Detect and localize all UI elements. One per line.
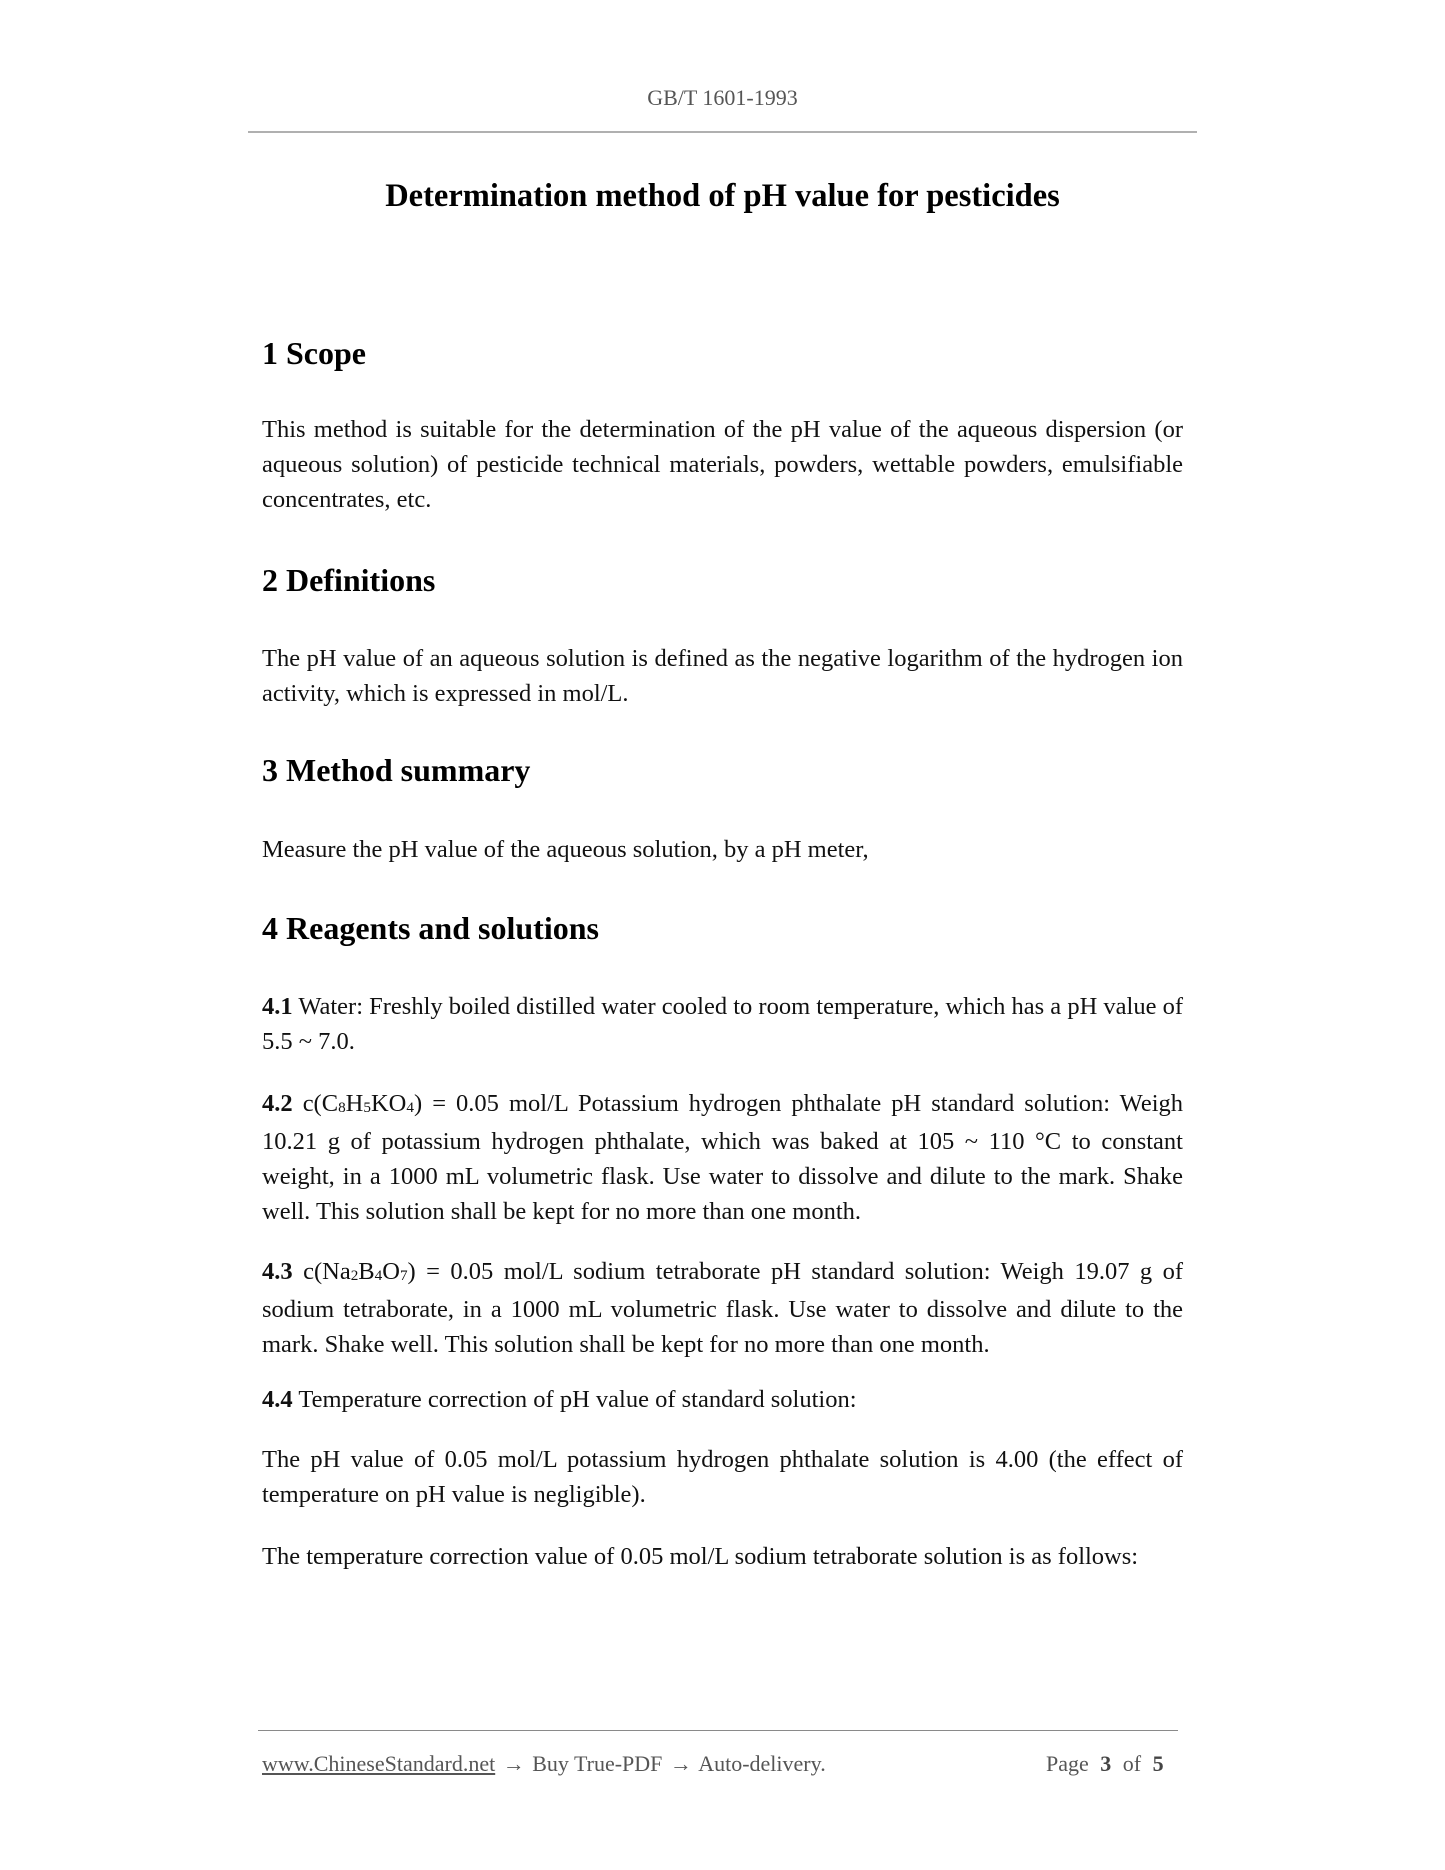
clause-number: 4.3 <box>262 1258 293 1285</box>
header-divider <box>248 131 1197 133</box>
footer-step-buy: Buy True-PDF <box>532 1751 663 1776</box>
footer-promo <box>262 1750 826 1778</box>
footer-step-delivery: Auto-delivery. <box>698 1751 826 1776</box>
definitions-paragraph: The pH value of an aqueous solution is defined as the negative logarithm of the hydrogen ion activity, which is expressed in mol/L. <box>262 645 1183 707</box>
clause-4-4 <box>262 1382 1183 1417</box>
section-heading-method-summary: 3 Method summary <box>262 752 531 788</box>
chemical-formula: $c(Na_2B_4O_7)$ <box>303 1258 416 1285</box>
running-header-standard-code: GB/T 1601-1993 <box>647 85 798 110</box>
right-arrow-icon: → <box>669 1751 692 1776</box>
phthalate-ph-paragraph: The pH value of 0.05 mol/L potassium hydrogen phthalate solution is 4.00 (the effect of temperature on pH value is negligible). <box>262 1446 1183 1508</box>
scope-paragraph: This method is suitable for the determination of the pH value of the aqueous dispersion (or aqueous solution) of pesticide technical materials, powders, wettable powders, emulsifiable concentrates, etc. <box>262 416 1183 513</box>
clause-4-1 <box>262 989 1183 1059</box>
page-of-label: of <box>1122 1751 1142 1776</box>
section-heading-definitions: 2 Definitions <box>262 562 436 598</box>
clause-text: Water: Freshly boiled distilled water cooled to room temperature, which has a pH value of 5.5 ~ 7.0. <box>262 993 1183 1055</box>
footer-divider <box>258 1730 1178 1731</box>
section-heading-scope: 1 Scope <box>262 335 366 371</box>
page-total: 5 <box>1152 1751 1164 1776</box>
right-arrow-icon: → <box>502 1751 525 1776</box>
clause-4-3 <box>262 1254 1183 1362</box>
clause-text: Temperature correction of pH value of standard solution: <box>298 1386 857 1413</box>
method-summary-paragraph: Measure the pH value of the aqueous solution, by a pH meter, <box>262 836 869 863</box>
clause-4-2 <box>262 1086 1183 1229</box>
document-title: Determination method of pH value for pesticides <box>385 178 1060 214</box>
clause-number: 4.1 <box>262 993 293 1020</box>
chinese-standard-link[interactable]: www.ChineseStandard.net <box>262 1751 496 1776</box>
section-heading-reagents: 4 Reagents and solutions <box>262 910 599 946</box>
page-current: 3 <box>1100 1751 1112 1776</box>
clause-number: 4.4 <box>262 1386 293 1413</box>
clause-text: = 0.05 mol/L sodium tetraborate pH standard solution: Weigh 19.07 g of sodium tetraborate, in a 1000 mL volumetric flask. Use water to dissolve and dilute to the mark. Shake well. This solution shall be kept for no more than one month. <box>262 1258 1184 1358</box>
tetraborate-correction-paragraph: The temperature correction value of 0.05 mol/L sodium tetraborate solution is as follows: <box>262 1543 1139 1570</box>
clause-text: = 0.05 mol/L Potassium hydrogen phthalate pH standard solution: Weigh 10.21 g of potassium hydrogen phthalate, which was baked at 105 ~ 110 °C to constant weight, in a 1000 mL volumetric flask. Use water to dissolve and dilute to the mark. Shake well. This solution shall be kept for no more than one month. <box>262 1090 1184 1225</box>
clause-number: 4.2 <box>262 1090 293 1117</box>
page-label: Page <box>1046 1751 1089 1776</box>
page-indicator <box>1046 1750 1164 1778</box>
chemical-formula: $c(C_8H_5KO_4)$ <box>302 1090 423 1117</box>
